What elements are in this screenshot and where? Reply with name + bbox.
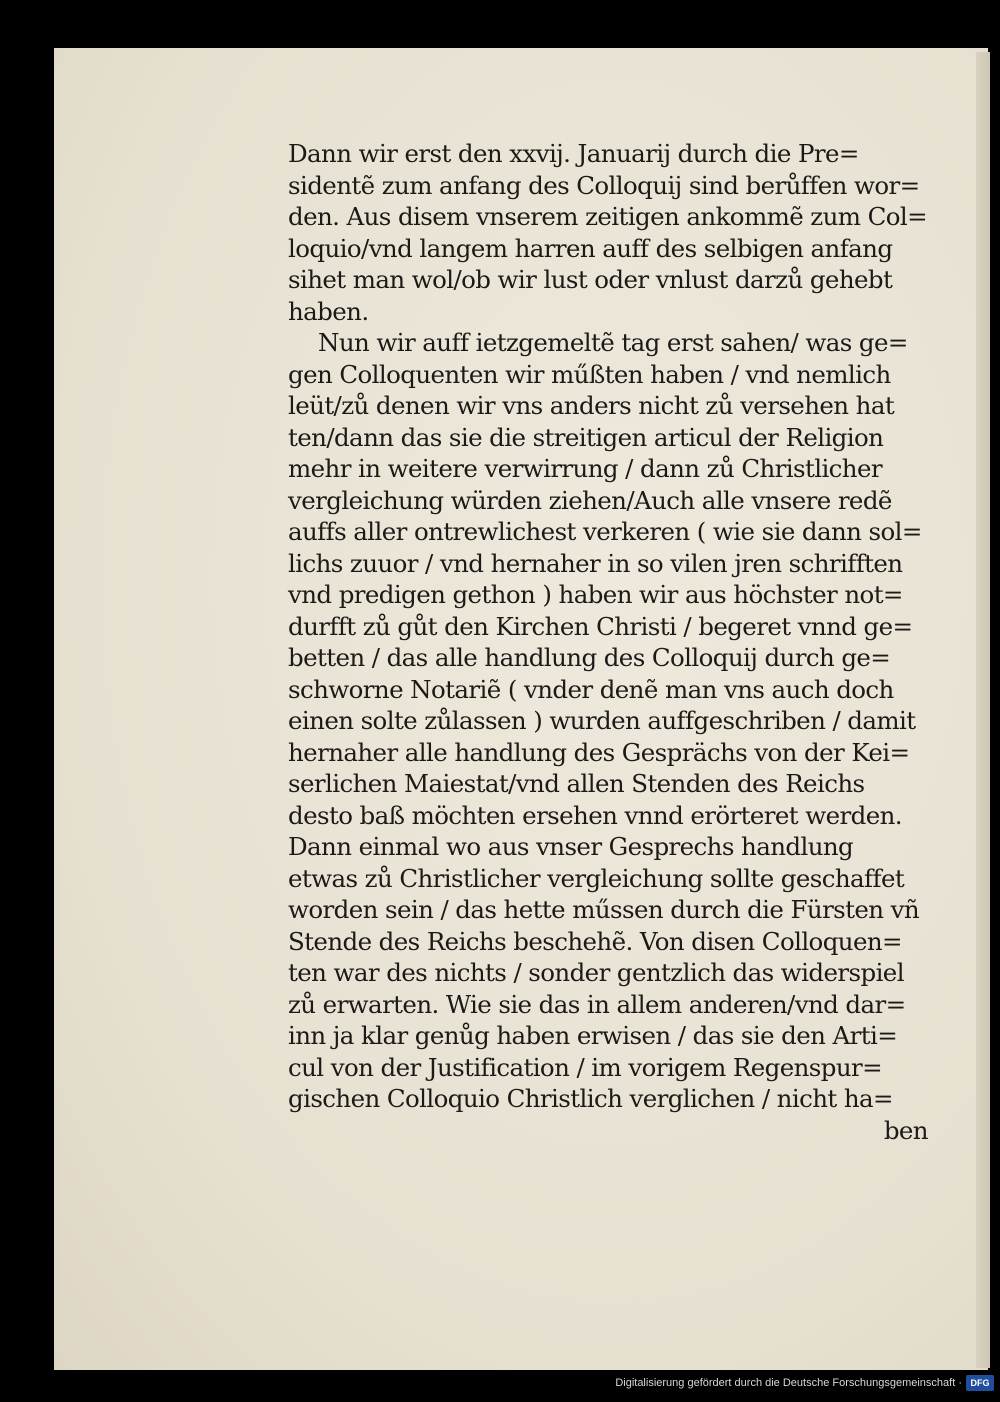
text-line: vnd predigen gethon ) haben wir aus höchster not= xyxy=(288,580,903,609)
text-line: sihet man wol/ob wir lust oder vnlust darzů gehebt xyxy=(288,265,893,294)
text-line: haben. xyxy=(288,296,369,326)
text-line: leüt/zů denen wir vns anders nicht zů versehen hat xyxy=(288,391,895,420)
catchword: ben xyxy=(883,1115,928,1145)
text-line: Dann wir erst den xxvij. Januarij durch die Pre= xyxy=(288,139,859,168)
text-line: cul von der Justification / im vorigem Regenspur= xyxy=(288,1052,883,1082)
text-line: sidentẽ zum anfang des Colloquij sind berůffen wor= xyxy=(288,170,920,200)
text-line: mehr in weitere verwirrung / dann zů Christlicher xyxy=(288,454,882,483)
text-line: gischen Colloquio Christlich verglichen / nicht ha= xyxy=(288,1084,893,1113)
text-line: loquio/vnd langem harren auff des selbigen anfang xyxy=(288,233,893,263)
text-line: serlichen Maiestat/vnd allen Stenden des Reichs xyxy=(288,769,865,798)
text-line: Stende des Reichs beschehẽ. Von disen Colloquen= xyxy=(288,926,902,956)
page-edge xyxy=(976,52,990,1368)
text-line: Dann einmal wo aus vnser Gesprechs handlung xyxy=(288,832,854,861)
dfg-logo: DFG xyxy=(966,1375,994,1391)
text-line: gen Colloquenten wir műßten haben / vnd nemlich xyxy=(288,359,891,389)
text-line: einen solte zůlassen ) wurden auffgeschriben / damit xyxy=(288,706,916,735)
text-line: den. Aus disem vnserem zeitigen ankommẽ zum Col= xyxy=(288,202,928,231)
text-line: durfft zů gůt den Kirchen Christi / begeret vnnd ge= xyxy=(288,611,913,641)
text-line: inn ja klar genůg haben erwisen / das sie den Arti= xyxy=(288,1021,898,1050)
funding-credit: Digitalisierung gefördert durch die Deutsche Forschungsgemeinschaft · xyxy=(615,1377,962,1389)
text-line: etwas zů Christlicher vergleichung sollte geschaffet xyxy=(288,863,905,893)
body-text xyxy=(288,138,948,1146)
text-line: vergleichung würden ziehen/Auch alle vnsere redẽ xyxy=(288,485,892,515)
text-line: zů erwarten. Wie sie das in allem anderen/vnd dar= xyxy=(288,989,906,1019)
text-line: worden sein / das hette műssen durch die Fürsten vñ xyxy=(288,895,920,924)
text-line: ten/dann das sie die streitigen articul der Religion xyxy=(288,422,884,452)
footer xyxy=(0,1374,1000,1396)
text-line: hernaher alle handlung des Gesprächs von der Kei= xyxy=(288,737,910,767)
text-line: auffs aller ontrewlichest verkeren ( wie sie dann sol= xyxy=(288,517,922,546)
text-line: betten / das alle handlung des Colloquij durch ge= xyxy=(288,643,891,672)
text-line: ten war des nichts / sonder gentzlich das widerspiel xyxy=(288,958,904,987)
text-line: schworne Notariẽ ( vnder denẽ man vns auch doch xyxy=(288,674,894,704)
text-line: Nun wir auff ietzgemeltẽ tag erst sahen/ was ge= xyxy=(318,328,908,357)
text-line: desto baß möchten ersehen vnnd erörteret werden. xyxy=(288,800,902,830)
text-line: lichs zuuor / vnd hernaher in so vilen jren schrifften xyxy=(288,548,903,578)
